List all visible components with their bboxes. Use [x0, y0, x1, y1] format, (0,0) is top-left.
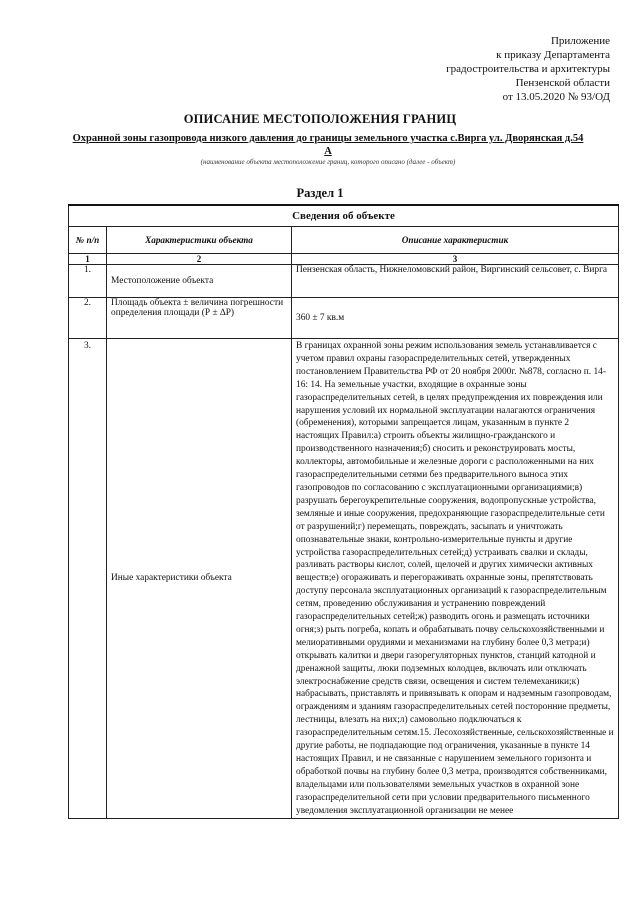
row-characteristic: Местоположение объекта [107, 265, 292, 298]
row-characteristic: Площадь объекта ± величина погрешности определения площади (Р ± ∆Р) [107, 298, 292, 339]
table-header: Сведения об объекте [69, 205, 619, 227]
column-header-characteristic: Характеристики объекта [107, 227, 292, 254]
appendix-line: к приказу Департамента [496, 49, 610, 61]
row-characteristic: Иные характеристики объекта [107, 339, 292, 819]
row-description: Пензенская область, Нижнеломовский район, Виргинский сельсовет, с. Вирга [292, 265, 619, 298]
table-row [69, 265, 619, 298]
table-row [69, 339, 619, 819]
column-number: 1 [69, 254, 107, 265]
column-number: 3 [292, 254, 619, 265]
column-header-row [69, 227, 619, 254]
row-number: 3. [69, 339, 107, 819]
section-title: Раздел 1 [296, 186, 344, 200]
row-number: 1. [69, 265, 107, 298]
appendix-block [390, 34, 610, 104]
table-header-row [69, 205, 619, 227]
appendix-line: от 13.05.2020 № 93/ОД [502, 91, 610, 103]
table-row [69, 298, 619, 339]
object-caption: (наименование объекта местоположение границ, которого описано (далее - объект) [200, 158, 456, 166]
column-number-row [69, 254, 619, 265]
row-number: 2. [69, 298, 107, 339]
document-title: ОПИСАНИЕ МЕСТОПОЛОЖЕНИЯ ГРАНИЦ [183, 112, 457, 126]
object-name: Охранной зоны газопровода низкого давления до границы земельного участка с.Вирга ул. Дворянская д.54 А [72, 133, 584, 157]
appendix-line: градостроительства и архитектуры [446, 63, 610, 75]
column-header-description: Описание характеристик [292, 227, 619, 254]
row-description: 360 ± 7 кв.м [292, 298, 619, 339]
column-number: 2 [107, 254, 292, 265]
column-header-no: № п/п [69, 227, 107, 254]
row-description: В границах охранной зоны режим использования земель устанавливается с учетом правил охраны газораспределительных сетей, утвержденных постановлением Правительства РФ от 20 ноября 2000г. №878, согласно п. 14-16: 14. На земельные участки, входящие в охранные зоны газораспределительных сетей, в целях предупреждения их повреждения или нарушения условий их нормальной эксплуатации налагаются ограничения (обременения), которыми запрещается лицам, указанным в пункте 2 настоящих Правил:а) строить объекты жилищно-гражданского и производственного назначения;б) сносить и реконструировать мосты, коллекторы, автомобильные и железные дороги с расположенными на них газораспределительными сетями без предварительного выноса этих газопроводов по согласованию с эксплуатационными организациями;в) разрушать берегоукрепительные сооружения, водопропускные устройства, земляные и иные сооружения, предохраняющие газораспределительные сети от разрушений;г) перемещать, повреждать, засыпать и уничтожать опознавательные знаки, контрольно-измерительные пункты и другие устройства газораспределительных сетей;д) устраивать свалки и склады, разливать растворы кислот, солей, щелочей и других химически активных веществ;е) огораживать и перегораживать охранные зоны, препятствовать доступу персонала эксплуатационных организаций к газораспределительным сетям, проведению обслуживания и устранению повреждений газораспределительных сетей;ж) разводить огонь и размещать источники огня;з) рыть погреба, копать и обрабатывать почву сельскохозяйственными и мелиоративными орудиями и механизмами на глубину более 0,3 метра;и) открывать калитки и двери газорегуляторных пунктов, станций катодной и дренажной защиты, люки подземных колодцев, включать или отключать электроснабжение средств связи, освещения и систем телемеханики;к) набрасывать, приставлять и привязывать к опорам и надземным газопроводам, ограждениям и зданиям газораспределительных сетей посторонние предметы, лестницы, влезать на них;л) самовольно подключаться к газораспределительным сетям.15. Лесохозяйственные, сельскохозяйственные и другие работы, не подпадающие под ограничения, указанные в пункте 14 настоящих Правил, и не связанные с нарушением земельного горизонта и обработкой почвы на глубину более 0,3 метра, производятся собственниками, владельцами или пользователями земельных участков в охранной зоне газораспределительной сети при условии предварительного письменного уведомления эксплуатационной организации не менее [292, 339, 619, 819]
appendix-line: Приложение [550, 35, 610, 47]
object-info-table [68, 204, 619, 819]
appendix-line: Пензенской области [515, 77, 610, 89]
